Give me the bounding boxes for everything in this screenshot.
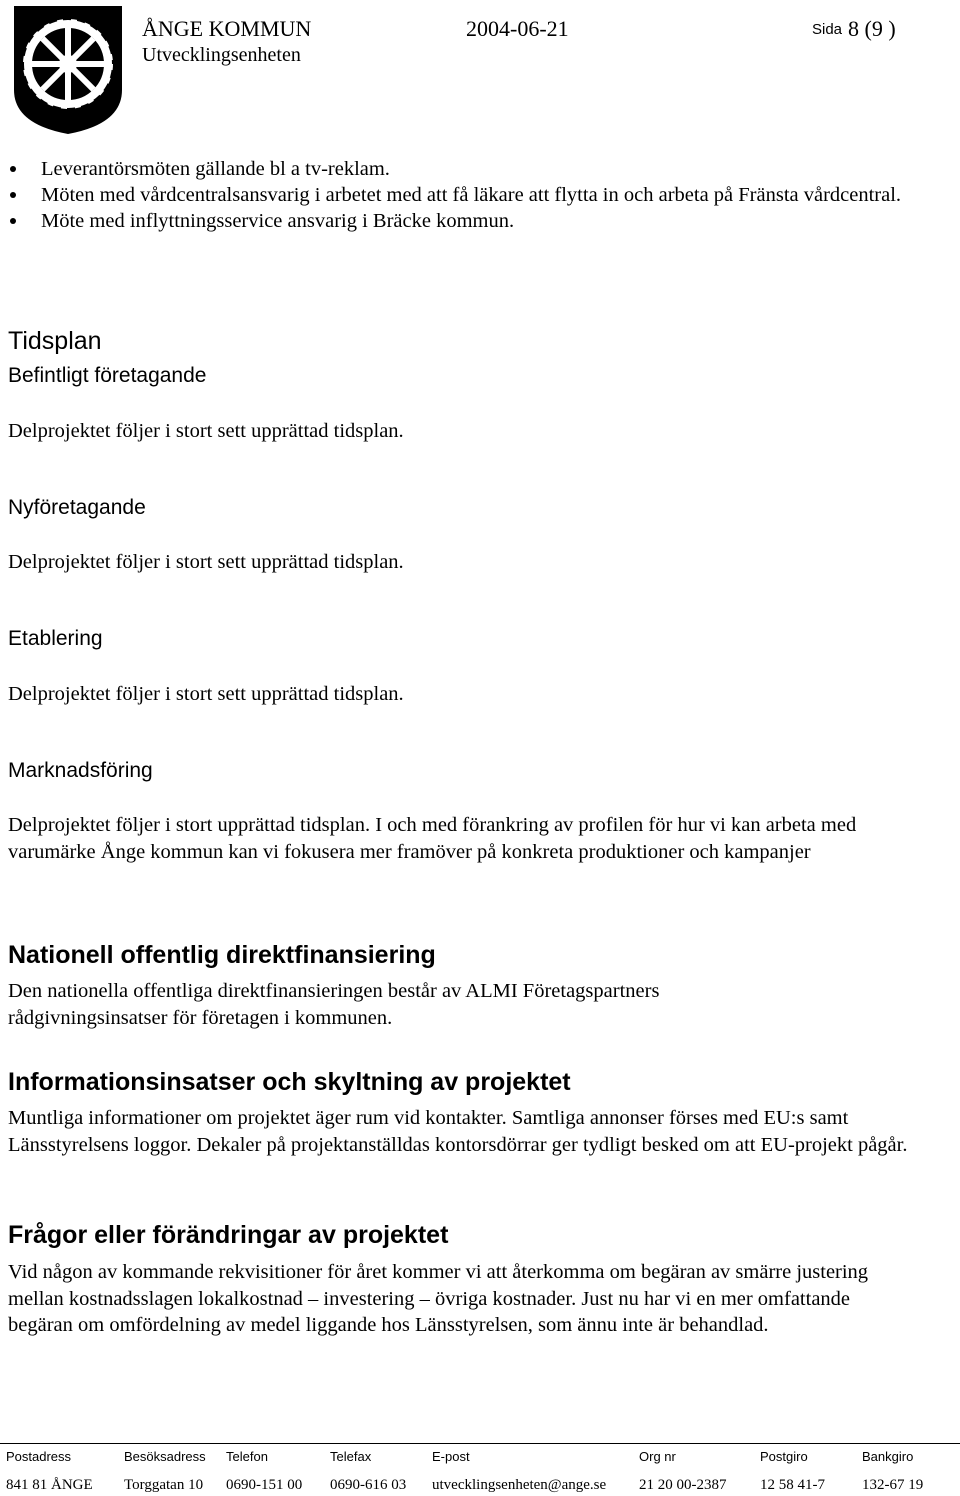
section-heading-fragor: Frågor eller förändringar av projektet	[8, 1221, 449, 1249]
footer-label: E-post	[432, 1449, 470, 1464]
paragraph-befintligt: Delprojektet följer i stort sett upprättad tidsplan.	[8, 420, 404, 442]
header-organization: ÅNGE KOMMUN	[142, 16, 312, 41]
activity-bullet-list	[0, 156, 940, 234]
subheading-etablering: Etablering	[8, 627, 103, 650]
footer-label: Telefax	[330, 1449, 372, 1464]
subheading-befintligt: Befintligt företagande	[8, 364, 207, 387]
footer-label: Postadress	[6, 1449, 72, 1464]
footer-value-postgiro: 12 58 41-7	[760, 1477, 825, 1493]
header-page-indicator	[812, 16, 896, 42]
footer-label: Telefon	[226, 1449, 268, 1464]
footer-value-epost[interactable]: utvecklingsenheten@ange.se	[432, 1477, 607, 1493]
footer-label: Postgiro	[760, 1449, 808, 1464]
bullet-item: Leverantörsmöten gällande bl a tv-reklam.	[0, 156, 940, 182]
footer-value-telefon: 0690-151 00	[226, 1477, 303, 1493]
section-heading-nationell: Nationell offentlig direktfinansiering	[8, 941, 436, 969]
paragraph-information: Muntliga informationer om projektet äger rum vid kontakter. Samtliga annonser förses med EU:s samt Länsstyrelsens loggor. Dekaler på projektanställdas kontorsdörrar ger tydligt besked om att EU-projekt pågår.	[8, 1107, 908, 1156]
header-date: 2004-06-21	[466, 16, 569, 41]
header-unit: Utvecklingsenheten	[142, 44, 301, 66]
footer-value-besoksadress: Torggatan 10	[124, 1477, 204, 1493]
page-number: 8 (9 )	[848, 16, 896, 41]
ange-kommun-logo	[10, 2, 126, 136]
footer-label: Org nr	[639, 1449, 676, 1464]
paragraph-etablering: Delprojektet följer i stort sett upprättad tidsplan.	[8, 683, 404, 705]
footer-value-bankgiro: 132-67 19	[862, 1477, 924, 1493]
footer-label: Bankgiro	[862, 1449, 914, 1464]
paragraph-fragor: Vid någon av kommande rekvisitioner för året kommer vi att återkomma om begäran av smärre justering mellan kostnadsslagen lokalkostnad – investering – övriga kostnader. Just nu har vi en mer omfattande begäran om omfördelning av medel liggande hos Länsstyrelsen, som ännu inte är behandlad.	[8, 1261, 869, 1336]
subheading-marknadsforing: Marknadsföring	[8, 759, 153, 782]
footer-divider	[0, 1443, 960, 1444]
page-label: Sida	[812, 21, 843, 38]
bullet-item: Möten med vårdcentralsansvarig i arbetet med att få läkare att flytta in och arbeta på Fränsta vårdcentral.	[0, 182, 940, 208]
footer-value-postadress: 841 81 ÅNGE	[6, 1477, 93, 1493]
footer-value-telefax: 0690-616 03	[330, 1477, 407, 1493]
footer-label: Besöksadress	[124, 1449, 206, 1464]
footer-value-orgnr: 21 20 00-2387	[639, 1477, 727, 1493]
paragraph-nyforetagande: Delprojektet följer i stort sett upprättad tidsplan.	[8, 551, 404, 573]
section-heading-tidsplan: Tidsplan	[8, 327, 102, 355]
paragraph-marknadsforing: Delprojektet följer i stort upprättad tidsplan. I och med förankring av profilen för hur vi kan arbeta med varumärke Ånge kommun kan vi fokusera mer framöver på konkreta produktioner och kampanjer	[8, 814, 857, 863]
bullet-item: Möte med inflyttningsservice ansvarig i Bräcke kommun.	[0, 208, 940, 234]
paragraph-nationell: Den nationella offentliga direktfinansieringen består av ALMI Företagspartners rådgivningsinsatser för företagen i kommunen.	[8, 980, 660, 1029]
subheading-nyforetagande: Nyföretagande	[8, 496, 146, 519]
section-heading-information: Informationsinsatser och skyltning av projektet	[8, 1068, 571, 1096]
